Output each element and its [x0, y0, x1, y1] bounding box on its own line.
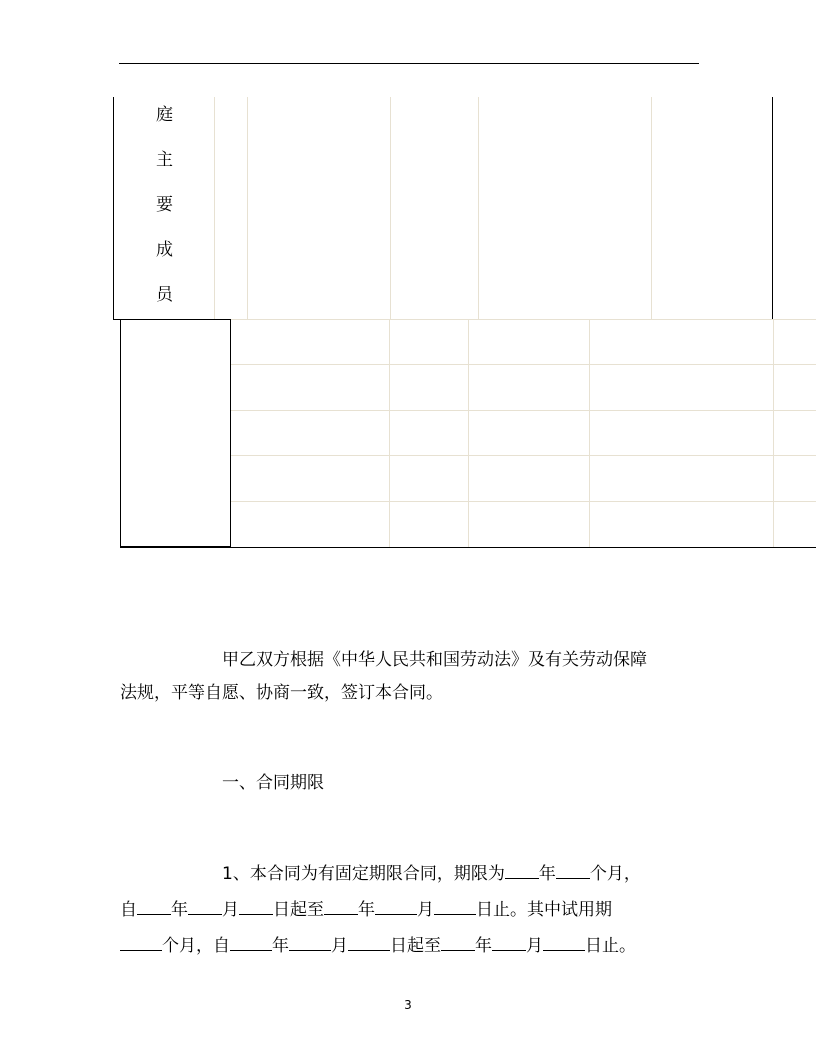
clause-text: 年	[171, 900, 188, 920]
clause-text: 自	[120, 900, 137, 920]
blank-field[interactable]	[239, 900, 273, 915]
table-col-divider	[589, 319, 590, 547]
clause-text: 月	[331, 936, 348, 956]
clause-text: 年	[538, 864, 556, 884]
blank-field[interactable]	[230, 936, 272, 951]
blank-field[interactable]	[324, 900, 358, 915]
table-col-divider	[247, 97, 248, 319]
label-char: 要	[156, 195, 173, 215]
clause-text: 年	[272, 936, 289, 956]
section-title-contract-term: 一、合同期限	[222, 773, 324, 793]
clause-text: 年	[475, 936, 492, 956]
blank-field[interactable]	[505, 864, 539, 879]
table-col-divider	[478, 97, 479, 319]
clause-text: 年	[358, 900, 375, 920]
clause-text: 月	[526, 936, 543, 956]
blank-field[interactable]	[543, 936, 585, 951]
blank-field[interactable]	[188, 900, 222, 915]
clause-text: 月	[222, 900, 239, 920]
clause-text: 1、本合同为有固定期限合同，期限为	[222, 864, 505, 884]
family-members-table-bottom	[120, 319, 816, 548]
label-char: 成	[156, 240, 173, 260]
blank-field[interactable]	[441, 936, 475, 951]
table-col-divider	[389, 319, 390, 547]
table-col-divider	[214, 97, 215, 319]
table-col-divider	[651, 97, 652, 319]
table-col-divider	[468, 319, 469, 547]
blank-field[interactable]	[556, 864, 590, 879]
clause-text: 个月，自	[162, 936, 230, 956]
clause-text: 个月，	[589, 864, 641, 884]
clause-text: 日起至	[390, 936, 441, 956]
clause-text: 日止。其中试用期	[476, 900, 612, 920]
blank-field[interactable]	[348, 936, 390, 951]
clause-text: 日起至	[273, 900, 324, 920]
table-row-divider	[231, 455, 816, 456]
header-rule	[119, 63, 699, 64]
label-char: 庭	[156, 105, 173, 125]
clause1-line2	[120, 900, 612, 919]
clause-text: 月	[417, 900, 434, 920]
family-main-members-label	[114, 97, 215, 319]
clause1-line1	[222, 864, 641, 883]
label-char: 主	[156, 150, 173, 170]
blank-field[interactable]	[289, 936, 331, 951]
clause1-line3	[120, 936, 636, 955]
blank-field[interactable]	[120, 936, 162, 951]
blank-field[interactable]	[137, 900, 171, 915]
table-col-divider	[390, 97, 391, 319]
table-row-divider	[231, 501, 816, 502]
clause-text: 日止。	[585, 936, 636, 956]
blank-field[interactable]	[375, 900, 417, 915]
table-row-divider	[231, 319, 816, 320]
table-row-divider	[231, 410, 816, 411]
family-members-table-top	[113, 97, 773, 320]
intro-paragraph-line1: 甲乙双方根据《中华人民共和国劳动法》及有关劳动保障	[222, 650, 647, 670]
blank-field[interactable]	[492, 936, 526, 951]
table-row-divider	[231, 364, 816, 365]
blank-field[interactable]	[434, 900, 476, 915]
table-bottom-border	[120, 547, 816, 548]
page-number: 3	[404, 998, 412, 1012]
intro-paragraph-line2: 法规，平等自愿、协商一致，签订本合同。	[120, 683, 443, 703]
label-char: 员	[156, 285, 173, 305]
table-left-cell	[120, 319, 231, 547]
table-col-divider	[773, 319, 774, 547]
